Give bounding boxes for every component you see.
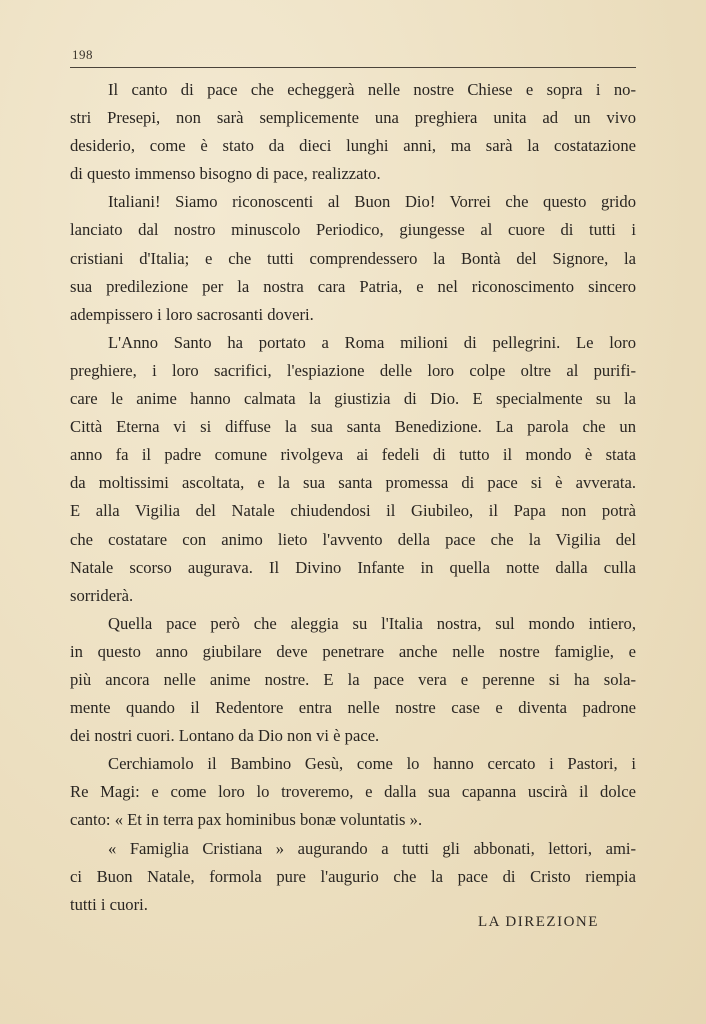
paragraph bbox=[70, 750, 636, 834]
text-line: Il canto di pace che echeggerà nelle nostre Chiese e sopra i no- bbox=[108, 80, 636, 99]
text-line: Cerchiamolo il Bambino Gesù, come lo hanno cercato i Pastori, i bbox=[108, 754, 636, 774]
paragraph bbox=[70, 835, 636, 919]
text-line: anno fa il padre comune rivolgeva ai fedeli di tutto il mondo è stata bbox=[70, 445, 636, 465]
page-header bbox=[70, 47, 636, 68]
paragraph bbox=[70, 610, 636, 750]
text-line: adempissero i loro sacrosanti doveri. bbox=[70, 304, 314, 324]
text-line: Città Eterna vi si diffuse la sua santa Benedizione. La parola che un bbox=[70, 417, 636, 437]
text-line: « Famiglia Cristiana » augurando a tutti gli abbonati, lettori, ami- bbox=[108, 838, 636, 858]
text-line: desiderio, come è stato da dieci lunghi anni, ma sarà la costatazione bbox=[70, 136, 636, 156]
text-line: cristiani d'Italia; e che tutti comprendessero la Bontà del Signore, la bbox=[70, 248, 636, 268]
text-line: Natale scorso augurava. Il Divino Infante in quella notte dalla culla bbox=[70, 557, 636, 577]
text-line: di questo immenso bisogno di pace, realizzato. bbox=[70, 164, 381, 184]
text-line: ci Buon Natale, formola pure l'augurio che la pace di Cristo riempia bbox=[70, 866, 636, 886]
text-line: sua predilezione per la nostra cara Patria, e nel riconoscimento sincero bbox=[70, 276, 636, 296]
text-line: Quella pace però che aleggia su l'Italia nostra, sul mondo intiero, bbox=[108, 613, 636, 633]
text-line: Italiani! Siamo riconoscenti al Buon Dio! Vorrei che questo grido bbox=[108, 192, 636, 212]
text-line: sorriderà. bbox=[70, 585, 134, 605]
text-line: canto: « Et in terra pax hominibus bonæ voluntatis ». bbox=[70, 810, 423, 830]
paragraph bbox=[70, 76, 636, 188]
text-line: in questo anno giubilare deve penetrare anche nelle nostre famiglie, e bbox=[70, 641, 636, 661]
text-line: che costatare con animo lieto l'avvento della pace che la Vigilia del bbox=[70, 529, 636, 549]
paragraph bbox=[70, 188, 636, 328]
text-line: Re Magi: e come loro lo troveremo, e dalla sua capanna uscirà il dolce bbox=[70, 782, 636, 802]
header-rule bbox=[70, 67, 636, 68]
text-line: lanciato dal nostro minuscolo Periodico, giungesse al cuore di tutti i bbox=[70, 220, 636, 240]
article-body bbox=[70, 76, 636, 919]
text-line: mente quando il Redentore entra nelle nostre case e diventa padrone bbox=[70, 698, 636, 718]
text-line: L'Anno Santo ha portato a Roma milioni di pellegrini. Le loro bbox=[108, 332, 636, 352]
text-line: care le anime hanno calmata la giustizia di Dio. E specialmente su la bbox=[70, 389, 636, 409]
text-line: più ancora nelle anime nostre. E la pace vera e perenne si ha sola- bbox=[70, 669, 636, 689]
text-line: stri Presepi, non sarà semplicemente una preghiera unita ad un vivo bbox=[70, 108, 636, 128]
text-line: preghiere, i loro sacrifici, l'espiazione delle loro colpe oltre al purifi- bbox=[70, 360, 636, 380]
text-line: da moltissimi ascoltata, e la sua santa promessa di pace si è avverata. bbox=[70, 473, 636, 493]
signature: LA DIREZIONE bbox=[478, 914, 599, 930]
text-line: tutti i cuori. bbox=[70, 894, 148, 914]
text-line: E alla Vigilia del Natale chiudendosi il Giubileo, il Papa non potrà bbox=[70, 501, 636, 521]
page-number: 198 bbox=[72, 47, 93, 62]
text-line: dei nostri cuori. Lontano da Dio non vi è pace. bbox=[70, 726, 380, 746]
paragraph bbox=[70, 329, 636, 610]
